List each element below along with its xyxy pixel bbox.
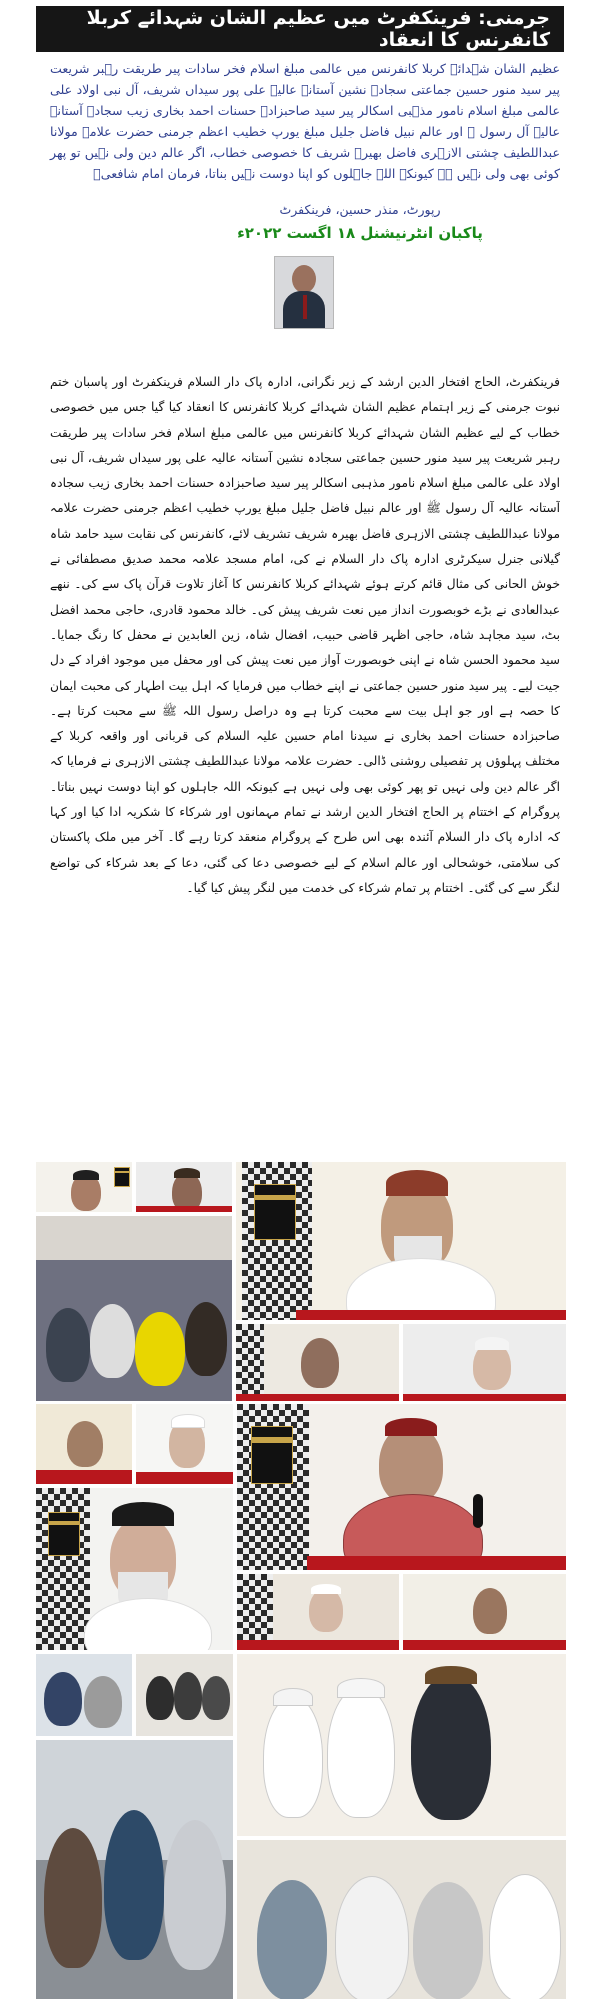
article-body — [50, 370, 560, 1150]
guests-photo-1 — [34, 1652, 134, 1738]
guests-photo-4 — [235, 1652, 568, 1838]
speaker-photo-2 — [134, 1160, 234, 1214]
headline-banner — [36, 6, 564, 52]
speaker-photo-main-3 — [235, 1402, 568, 1572]
speaker-photo-4 — [401, 1322, 568, 1403]
microphone-icon — [473, 1494, 483, 1528]
article-end: اختتام پر تمام شرکاء کی خدمت میں لنگر پیش کیا گیا۔ — [186, 880, 464, 895]
kaaba-icon — [114, 1167, 130, 1187]
speaker-photo-main-1 — [234, 1160, 568, 1322]
kaaba-icon-2 — [48, 1512, 80, 1556]
speaker-photo-5 — [34, 1402, 134, 1486]
audience-photo-1 — [34, 1214, 234, 1403]
kaaba-icon-main — [254, 1184, 296, 1240]
speaker-photo-3 — [234, 1322, 401, 1403]
portrait-tie — [303, 295, 307, 319]
guests-photo-5 — [235, 1838, 568, 2001]
guests-photo-3 — [34, 1738, 235, 2001]
article-text: فرینکفرٹ، الحاج افتخار الدین ارشد کے زیر نگرانی، ادارہ پاک دار السلام فرینکفرٹ اور پاسبان ختم نبوت جرمنی کے زیر اہتمام عظیم الشان شہدائے کربلا کانفرنس کا انعقاد کیا گیا جس میں خصوصی خطاب کے لیے عظیم الشان شہدائے کربلا کانفرنس میں عالمی مبلغ اسلام فخر سادات پیر طریقت رہبر شریعت پیر سید منور حسین جماعتی سجادہ نشین آستانہ عالیہ علی پور سیداں شریف، آل نبی اولاد علی عالمی مبلغ اسلام نامور مذہبی اسکالر پیر سید صاحبزادہ حسنات احمد بخاری زیب سجادہ آستانہ عالیہ آل رسول ﷺ اور عالم نبیل فاضل جلیل مبلغ یورپ خطیب اعظم جرمنی حضرت علامہ مولانا عبداللطیف چشتی الازہری فاضل بھیرہ شریف تشریف لائے، کانفرنس کی نقابت سید حامد شاہ گیلانی جنرل سیکرٹری ادارہ پاک دار السلام نے کی، امام مسجد علامہ محمد صدیق مصطفائی نے خوش الحانی کی مثال قائم کرتے ہوئے شہدائے کربلا کانفرنس کا آغاز تلاوت قرآن پاک سے کی۔ ننھے عبدالعادی نے بڑے خوبصورت انداز میں نعت شریف پیش کی۔ خالد محمود قادری، حاجی محمد افضل بٹ، سید مجاہد شاہ، حاجی اظہر قاضی حبیب، افضال شاہ، زین العابدین نے محفل کا رنگ جمایا۔ سید محمود الحسن شاہ نے اپنی خوبصورت آواز میں نعت پیش کی اور محفل میں موجود افراد کے دل جیت لیے۔ پیر سید منور حسین جماعتی نے اپنے خطاب میں فرمایا کہ اہل بیت اطہار کی محبت ایمان کا حصہ ہے اور جو اہل بیت سے محبت کرتا ہے وہ دراصل رسول اللہ ﷺ سے محبت کرتا ہے۔ صاحبزادہ حسنات احمد بخاری نے سیدنا امام حسین علیہ السلام کی قربانی اور واقعہ کربلا کے مختلف پہلوؤں پر تفصیلی روشنی ڈالی۔ حضرت علامہ مولانا عبداللطیف چشتی الازہری نے فرمایا کہ اگر عالم دین ولی نہیں تو پھر کوئی بھی ولی نہیں ہے کیونکہ اللہ جاہلوں کو اپنا دوست نہیں بناتا۔ پروگرام کے اختتام پر الحاج افتخار الدین ارشد نے تمام مہمانوں اور شرکاء کا شکریہ ادا کیا اور کہا کہ ادارہ پاک دار السلام آئندہ بھی اس طرح کے پروگرام منعقد کرتا رہے گا۔ آخر میں ملک پاکستان کی سلامتی، خوشحالی اور عالم اسلام کے لیے خصوصی دعا کی گئی، دعا کے بعد شرکاء کی تواضع لنگر سے کی گئی۔ — [50, 375, 560, 895]
portrait-head — [292, 265, 316, 293]
guests-photo-2 — [134, 1652, 235, 1738]
dateline: پاکبان انٹرنیشنل ۱۸ اگست ۲۰۲۲ء — [237, 224, 483, 242]
photo-collage-2 — [34, 1402, 568, 1652]
speaker-photo-7 — [235, 1572, 401, 1652]
report-credit: رپورٹ، منذر حسین، فرینکفرٹ — [279, 202, 441, 217]
summary-block: عظیم الشان شہدائے کربلا کانفرنس میں عالمی مبلغ اسلام فخر سادات پیر طریقت رہبر شریعت پیر سید منور حسین جماعتی سجادہ نشین آستانہ عالیہ علی پور سیداں شریف، آل نبی اولاد علی عالمی مبلغ اسلام نامور مذہبی اسکالر پیر سید صاحبزادہ حسنات احمد بخاری زیب سجادہ آستانہ عالیہ آل رسول ﷺ اور عالم نبیل فاضل جلیل مبلغ یورپ خطیب اعظم جرمنی حضرت علامہ مولانا عبداللطیف چشتی الازہری فاضل بھیرہ شریف کا خصوصی خطاب، اگر عالم دین ولی نہیں تو پھر کوئی بھی ولی نہیں ہے کیونکہ اللہ جاہلوں کو اپنا دوست نہیں بناتا، فرمان امام شافعیؒ — [50, 61, 560, 181]
kaaba-icon-3 — [251, 1426, 293, 1484]
speaker-portrait — [274, 256, 334, 329]
speaker-photo-main-2 — [34, 1486, 235, 1652]
headline-text: جرمنی: فرینکفرٹ میں عظیم الشان شہدائے کربلا کانفرنس کا انعقاد — [86, 7, 550, 51]
photo-collage-1 — [34, 1160, 568, 1403]
speaker-photo-8 — [401, 1572, 568, 1652]
photo-collage-3 — [34, 1652, 568, 2001]
speaker-photo-1 — [34, 1160, 134, 1214]
speaker-photo-6 — [134, 1402, 235, 1486]
